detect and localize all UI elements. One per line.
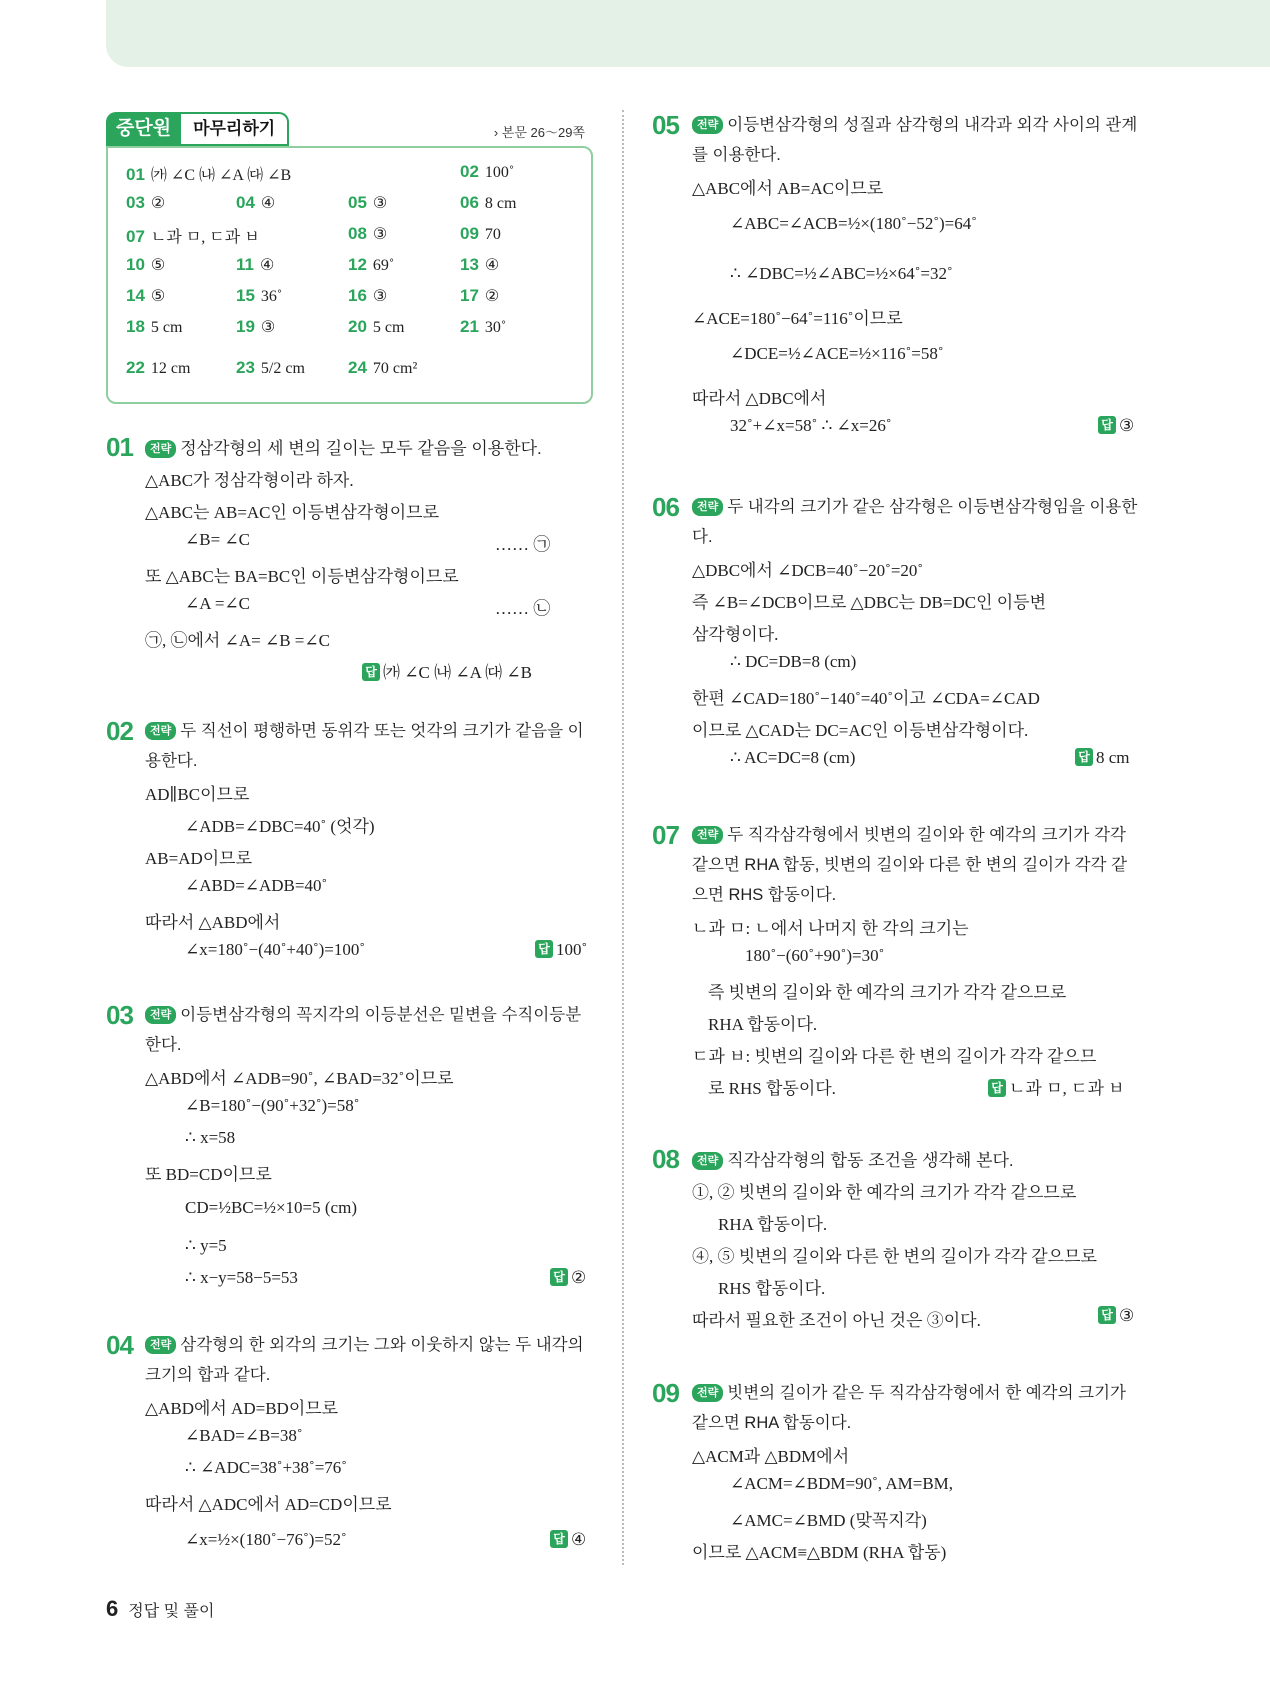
answer-item: 11 ④ <box>236 255 275 274</box>
problem-number: 04 <box>106 1330 133 1360</box>
answer-item: 22 12 cm <box>126 358 191 377</box>
solution-line: 즉 ∠B=∠DCB이므로 △DBC는 DB=DC인 이등변 <box>692 593 1047 612</box>
answer-line: 답 8 cm <box>1075 748 1130 768</box>
solution-line: AB=AD이므로 <box>145 849 253 868</box>
column-divider <box>622 110 624 1565</box>
solution-line: △DBC에서 ∠DCB=40˚−20˚=20˚ <box>692 561 924 580</box>
solution-line: △ABC에서 AB=AC이므로 <box>692 179 884 198</box>
answer-item: 14 ⑤ <box>126 286 166 305</box>
answer-item: 02 100˚ <box>460 162 515 181</box>
solution-line: ∴ DC=DB=8 (cm) <box>730 652 857 671</box>
problem-number: 01 <box>106 432 133 462</box>
solution-line: CD=½BC=½×10=5 (cm) <box>185 1198 357 1217</box>
solution-line: ∠DCE=½∠ACE=½×116˚=58˚ <box>730 344 944 363</box>
problem-number: 07 <box>652 820 679 850</box>
solution-line: ∠ABD=∠ADB=40˚ <box>185 876 328 895</box>
solution-line: 로 RHS 합동이다. <box>708 1079 836 1098</box>
problem-number: 06 <box>652 492 679 522</box>
solution-line: ∠ACE=180˚−64˚=116˚이므로 <box>692 309 903 328</box>
solution-line: ①, ② 빗변의 길이와 한 예각의 크기가 각각 같으므로 <box>692 1183 1077 1202</box>
answer-line: 답 ④ <box>550 1530 586 1550</box>
solution-line: △ABD에서 ∠ADB=90˚, ∠BAD=32˚이므로 <box>145 1069 454 1088</box>
answer-item: 15 36˚ <box>236 286 283 305</box>
answer-item: 19 ③ <box>236 317 276 336</box>
solution-line: ∴ ∠DBC=½∠ABC=½×64˚=32˚ <box>730 264 953 283</box>
solution-line: 삼각형이다. <box>692 625 779 644</box>
answer-item: 07 ㄴ과 ㅁ, ㄷ과 ㅂ <box>126 227 260 246</box>
solution-line: RHS 합동이다. <box>718 1279 826 1298</box>
strategy-badge: 전략 <box>145 440 176 458</box>
answer-item: 09 70 <box>460 224 501 243</box>
answer-line: 답 ㈎ ∠C ㈏ ∠A ㈐ ∠B <box>362 658 532 683</box>
summary-tab <box>106 112 289 146</box>
solution-line: ∠B= ∠C <box>185 530 251 549</box>
problem-number: 03 <box>106 1000 133 1030</box>
solution-line: ㉠, ㉡에서 ∠A= ∠B =∠C <box>145 631 330 650</box>
answer-item: 18 5 cm <box>126 317 183 336</box>
answer-item: 17 ② <box>460 286 500 305</box>
solution-line: △ABC가 정삼각형이라 하자. <box>145 471 354 490</box>
solution-line: ∠ADB=∠DBC=40˚ (엇각) <box>185 817 375 836</box>
answer-item: 24 70 cm² <box>348 358 418 377</box>
answer-item: 21 30˚ <box>460 317 507 336</box>
solution-line: ∴ AC=DC=8 (cm) <box>730 748 856 767</box>
solution-line: RHA 합동이다. <box>718 1215 828 1234</box>
solution-line: 따라서 △ADC에서 AD=CD이므로 <box>145 1495 392 1514</box>
solution-line: 따라서 필요한 조건이 아닌 것은 ③이다. <box>692 1311 981 1330</box>
solution-line: AD∥BC이므로 <box>145 785 250 804</box>
problem-number: 02 <box>106 716 133 746</box>
solution-line: 즉 빗변의 길이와 한 예각의 크기가 각각 같으므로 <box>708 983 1067 1002</box>
solution-line: ∠ABC=∠ACB=½×(180˚−52˚)=64˚ <box>730 214 977 233</box>
answer-item: 16 ③ <box>348 286 388 305</box>
answer-line: 답 100˚ <box>535 940 587 960</box>
strategy: 전략 이등변삼각형의 성질과 삼각형의 내각과 외각 사이의 관계를 이용한다. <box>692 116 1138 164</box>
solution-line: ∠x=180˚−(40˚+40˚)=100˚ <box>185 940 366 959</box>
solution-line: ∠BAD=∠B=38˚ <box>185 1426 303 1445</box>
solution-line: ∠A =∠C <box>185 594 251 613</box>
solution-line: 따라서 △DBC에서 <box>692 389 827 408</box>
solution-line: ∠x=½×(180˚−76˚)=52˚ <box>185 1530 347 1549</box>
problem-number: 08 <box>652 1144 679 1174</box>
answer-item: 01 ㈎ ∠C ㈏ ∠A ㈐ ∠B <box>126 165 292 184</box>
answer-item: 12 69˚ <box>348 255 395 274</box>
solution-line: ④, ⑤ 빗변의 길이와 다른 한 변의 길이가 각각 같으므로 <box>692 1247 1097 1266</box>
solution-line: △ABC는 AB=AC인 이등변삼각형이므로 <box>145 503 439 522</box>
answer-item: 05 ③ <box>348 193 388 212</box>
summary-answers <box>106 146 593 404</box>
summary-tab-sub: 마무리하기 <box>181 112 289 146</box>
strategy: 전략 정삼각형의 세 변의 길이는 모두 같음을 이용한다. <box>145 434 542 459</box>
top-band <box>106 0 1270 67</box>
solution-line: ∠B=180˚−(90˚+32˚)=58˚ <box>185 1096 360 1115</box>
solution-line: ∠AMC=∠BMD (맞꼭지각) <box>730 1511 927 1530</box>
solution-line: 이므로 △ACM≡△BDM (RHA 합동) <box>692 1543 947 1562</box>
solution-line: 한편 ∠CAD=180˚−140˚=40˚이고 ∠CDA=∠CAD <box>692 689 1040 708</box>
answer-item: 08 ③ <box>348 224 388 243</box>
answer-line: 답 ② <box>550 1268 586 1288</box>
solution-line: ∴ ∠ADC=38˚+38˚=76˚ <box>185 1458 347 1477</box>
problem-number: 05 <box>652 110 679 140</box>
solution-line: RHA 합동이다. <box>708 1015 818 1034</box>
solution-line: △ABD에서 AD=BD이므로 <box>145 1399 339 1418</box>
strategy: 전략 두 직선이 평행하면 동위각 또는 엇각의 크기가 같음을 이용한다. <box>145 722 584 770</box>
answer-item: 10 ⑤ <box>126 255 166 274</box>
strategy: 전략 두 직각삼각형에서 빗변의 길이와 한 예각의 크기가 각각 같으면 RHA 합동, 빗변의 길이와 다른 한 변의 길이가 각각 같으면 RHS 합동이다. <box>692 826 1128 904</box>
answer-item: 03 ② <box>126 193 166 212</box>
answer-line: 답 ㄴ과 ㅁ, ㄷ과 ㅂ <box>988 1074 1125 1099</box>
solution-line: ∴ y=5 <box>185 1236 227 1255</box>
page-number: 6 <box>106 1596 119 1621</box>
equation-tag: …… ㉠ <box>495 535 551 554</box>
answer-item: 04 ④ <box>236 193 276 212</box>
answer-line: 답 ③ <box>1098 1306 1134 1326</box>
summary-ref: › 본문 26～29쪽 <box>493 125 585 140</box>
summary-tab-main: 중단원 <box>106 112 181 146</box>
solution-line: ∠ACM=∠BDM=90˚, AM=BM, <box>730 1474 954 1493</box>
solution-line: 이므로 △CAD는 DC=AC인 이등변삼각형이다. <box>692 721 1029 740</box>
strategy: 전략 이등변삼각형의 꼭지각의 이등분선은 밑변을 수직이등분한다. <box>145 1006 582 1054</box>
solution-line: ㄴ과 ㅁ: ㄴ에서 나머지 한 각의 크기는 <box>692 919 969 938</box>
answer-item: 06 8 cm <box>460 193 517 212</box>
solution-line: 또 △ABC는 BA=BC인 이등변삼각형이므로 <box>145 567 459 586</box>
strategy: 전략 두 내각의 크기가 같은 삼각형은 이등변삼각형임을 이용한다. <box>692 498 1138 546</box>
solution-line: 또 BD=CD이므로 <box>145 1165 272 1184</box>
chevron-right-icon: › <box>493 125 499 140</box>
solution-line: 180˚−(60˚+90˚)=30˚ <box>745 946 885 965</box>
solution-line: 따라서 △ABD에서 <box>145 913 281 932</box>
answer-item: 13 ④ <box>460 255 500 274</box>
footer-label: 정답 및 풀이 <box>128 1603 215 1620</box>
strategy: 전략 빗변의 길이가 같은 두 직각삼각형에서 한 예각의 크기가 같으면 RHA 합동이다. <box>692 1384 1126 1432</box>
answer-line: 답 ③ <box>1098 416 1134 436</box>
solution-line: ∴ x=58 <box>185 1128 236 1147</box>
solution-line: ㄷ과 ㅂ: 빗변의 길이와 다른 한 변의 길이가 각각 같으므 <box>692 1047 1097 1066</box>
solution-line: △ACM과 △BDM에서 <box>692 1447 850 1466</box>
equation-tag: …… ㉡ <box>495 599 551 618</box>
solution-line: 32˚+∠x=58˚ ∴ ∠x=26˚ <box>730 416 892 435</box>
solution-line: ∴ x−y=58−5=53 <box>185 1268 298 1287</box>
page-footer <box>106 1596 214 1622</box>
strategy: 전략 삼각형의 한 외각의 크기는 그와 이웃하지 않는 두 내각의 크기의 합과 같다. <box>145 1336 584 1384</box>
strategy: 전략 직각삼각형의 합동 조건을 생각해 본다. <box>692 1146 1014 1171</box>
problem-number: 09 <box>652 1378 679 1408</box>
answer-item: 20 5 cm <box>348 317 405 336</box>
answer-item: 23 5/2 cm <box>236 358 305 377</box>
